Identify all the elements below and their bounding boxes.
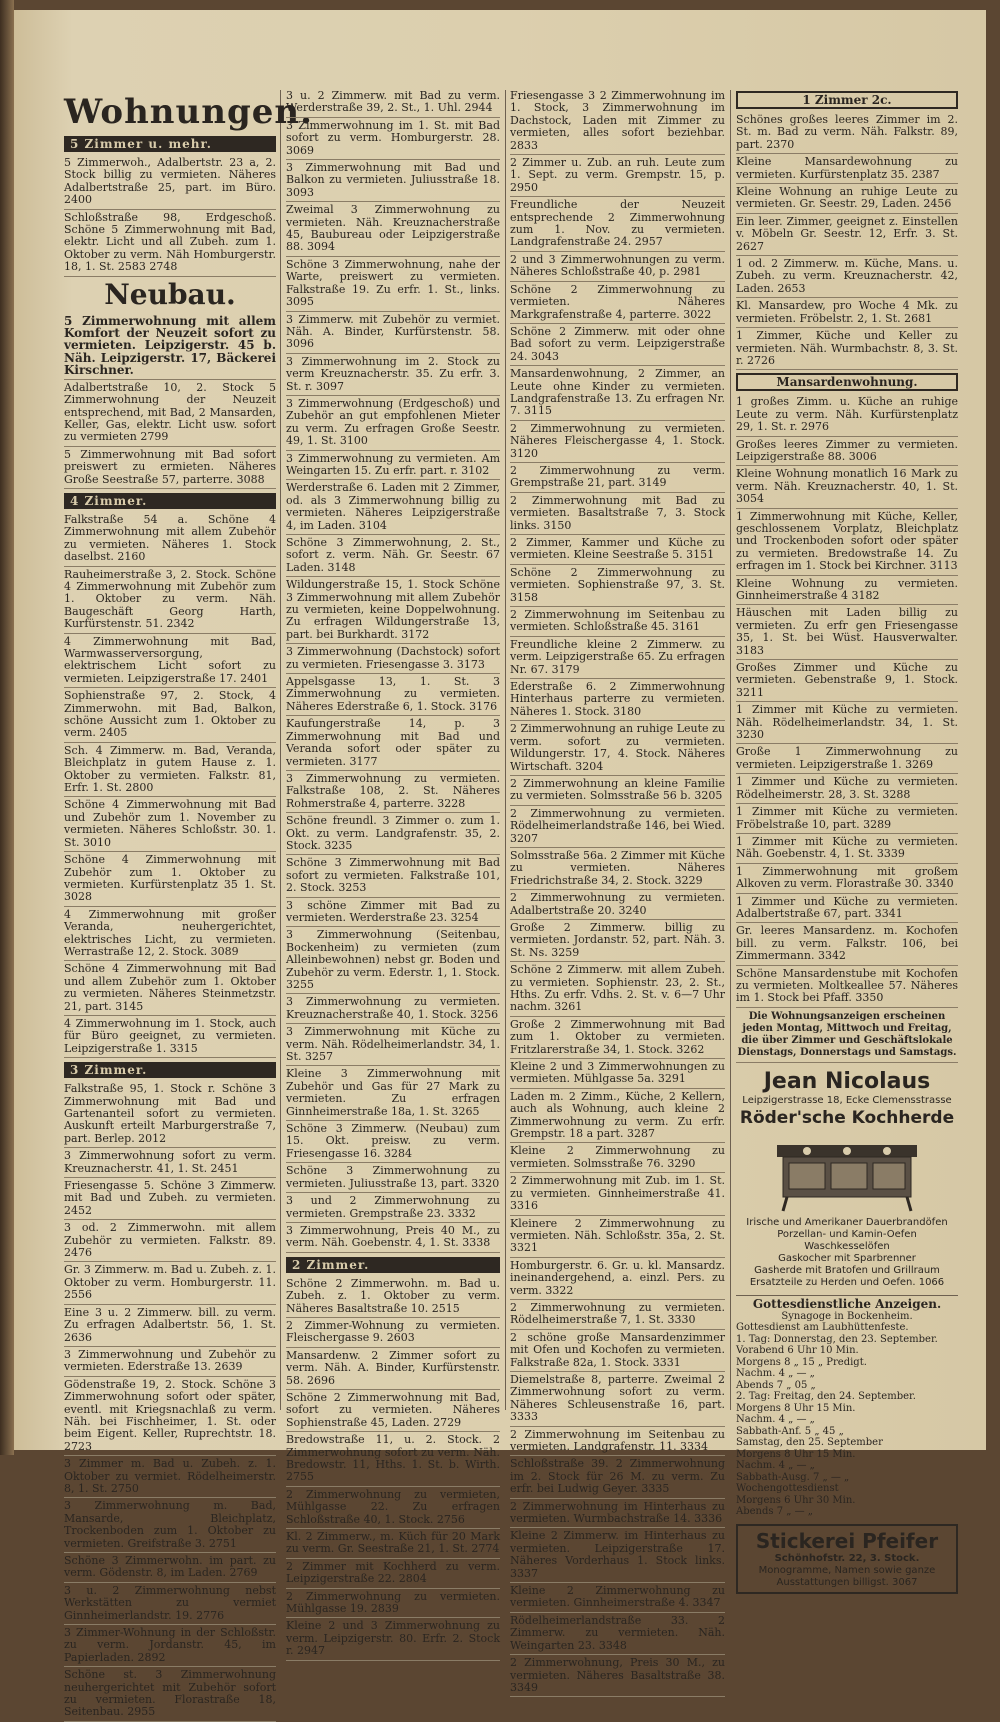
service-line: 2. Tag: Freitag, den 24. September. [736, 1391, 916, 1403]
listing: Schöne 3 Zimmerwohnung mit Bad sofort zu vermieten. Falkstraße 101, 2. Stock. 3253 [286, 855, 500, 897]
column-rule [280, 90, 281, 1410]
listing: Gödenstraße 19, 2. Stock. Schöne 3 Zimmerwohnung sofort oder später, eventl. mit Kriegsnachlaß zu verm. Näh. bei Fischheimer, 1. St. oder beim Eigent. Keller, Ruprechtstr. 18. 2723 [64, 1377, 276, 1456]
neubau-heading: Neubau. [104, 277, 236, 311]
category-header: 3 Zimmer. [64, 1062, 276, 1078]
listing: 2 Zimmerwohnung, Preis 30 M., zu vermieten. Näheres Basaltstraße 38. 3349 [510, 1655, 725, 1697]
listing: 2 Zimmerwohnung zu vermieten, Mühlgasse 22. Zu erfragen Schloßstraße 40, 1. Stock. 2756 [286, 1487, 500, 1529]
ad-address: Leipzigerstrasse 18, Ecke Clemensstrasse [742, 1094, 952, 1106]
ad-line: Ersatzteile zu Herden und Oefen. 1066 [749, 1277, 945, 1289]
ad-company-name: Stickerei Pfeifer [755, 1528, 939, 1553]
listing: 3 Zimmerwohnung mit Küche zu verm. Näh. Rödelheimerlandstr. 34, 1. St. 3257 [286, 1024, 500, 1066]
listing: Ederstraße 6. 2 Zimmerwohnung Hinterhaus parterre zu vermieten. Näheres 1. Stock. 3180 [510, 679, 725, 721]
listing: 4 Zimmerwohnung mit Bad, Warmwasserversorgung, elektrischem Licht sofort zu vermieten. Leipzigerstraße 17. 2401 [64, 634, 276, 689]
listing: Diemelstraße 8, parterre. Zweimal 2 Zimmerwohnung sofort zu verm. Näheres Schleusenstraße 16, part. 3333 [510, 1372, 725, 1427]
listing: Schöne 2 Zimmerw. mit oder ohne Bad sofort zu verm. Leipzigerstraße 24. 3043 [510, 324, 725, 366]
service-line: Morgens 8 „ 15 „ Predigt. [736, 1356, 867, 1368]
listing: Schöne 2 Zimmerwohn. m. Bad u. Zubeh. z. 1. Oktober zu verm. Näheres Basaltstraße 10. 2515 [286, 1276, 500, 1318]
listing: 2 Zimmerwohnung zu vermieten. Adalbertstraße 20. 3240 [510, 890, 725, 920]
listing: Kleine Wohnung zu vermieten. Ginnheimerstraße 4 3182 [736, 576, 958, 606]
listing: 2 Zimmer u. Zub. an ruh. Leute zum 1. Sept. zu verm. Grempstr. 15, p. 2950 [510, 155, 725, 197]
service-line: Sabbath-Anf. 5 „ 45 „ [736, 1425, 844, 1437]
listing: 3 u. 2 Zimmerwohnung nebst Werkstätten zu vermiet Ginnheimerlandstr. 19. 2776 [64, 1583, 276, 1625]
service-subtitle: Synagoge in Bockenheim. [781, 1310, 913, 1322]
listing: Große 2 Zimmerw. billig zu vermieten. Jordanstr. 52, part. Näh. 3. St. Ns. 3259 [510, 920, 725, 962]
listing: 1 od. 2 Zimmerw. m. Küche, Mans. u. Zubeh. zu verm. Kreuznacherstr. 42, Laden. 2653 [736, 256, 958, 298]
listing: Laden m. 2 Zimm., Küche, 2 Kellern, auch als Wohnung, auch kleine 2 Zimmerwohnung zu verm. Zu erfr. Grempstr. 18 a part. 3287 [510, 1089, 725, 1144]
listing: Schöne 3 Zimmerwohnung, 2. St., sofort z. verm. Näh. Gr. Seestr. 67 Laden. 3148 [286, 535, 500, 577]
listing: Bredowstraße 11, u. 2. Stock. 2 Zimmerwohnung sofort zu verm. Näh. Bredowstr. 11, Hths. 1. St. b. Wirth. 2755 [286, 1432, 500, 1487]
listing: 1 Zimmerwohnung mit Küche, Keller, geschlossenem Vorplatz, Bleichplatz und Trockenboden sofort oder später zu vermieten. Bredowstraße 14. Zu erfragen im 1. Stock bei Kirchner. 3113 [736, 509, 958, 576]
listing: 2 Zimmerwohnung mit Zub. im 1. St. zu vermieten. Ginnheimerstraße 41. 3316 [510, 1173, 725, 1215]
listing: 1 Zimmer mit Küche zu vermieten. Näh. Rödelheimerlandstr. 34, 1. St. 3230 [736, 702, 958, 744]
listing: 2 schöne große Mansardenzimmer mit Ofen und Kochofen zu vermieten. Falkstraße 82a, 1. Stock. 3331 [510, 1330, 725, 1372]
listing: Schloßstraße 98, Erdgeschoß. Schöne 5 Zimmerwohnung mit Bad, elektr. Licht und all Zubeh. zum 1. Oktober zu verm. Näh Homburgerstr. 18, 1. St. 2583 2748 [64, 210, 276, 277]
ad-headline: Röder'sche Kochherde [739, 1108, 955, 1129]
listing: Werderstraße 6. Laden mit 2 Zimmer, od. als 3 Zimmerwohnung billig zu vermieten. Näheres Leipzigerstraße 4, im Laden. 3104 [286, 480, 500, 535]
listing: Schöne 3 Zimmerw. (Neubau) zum 15. Okt. preisw. zu verm. Friesengasse 16. 3284 [286, 1121, 500, 1163]
ad-line: Irische und Amerikaner Dauerbrandöfen [746, 1217, 948, 1229]
section-title: Wohnungen. [64, 92, 313, 132]
listing: 2 Zimmerwohnung an ruhige Leute zu verm. sofort zu vermieten. Wildungerstr. 17, 4. Stock. Näheres Wirtschaft. 3204 [510, 721, 725, 776]
service-line: Abends 7 „ 05 „ [736, 1379, 816, 1391]
listing: 3 Zimmerwohnung und Zubehör zu vermieten. Ederstraße 13. 2639 [64, 1347, 276, 1377]
listing: Freundliche kleine 2 Zimmerw. zu verm. Leipzigerstraße 65. Zu erfragen Nr. 67. 3179 [510, 637, 725, 679]
ad-line: Gasherde mit Bratofen und Grillraum [754, 1265, 940, 1277]
service-line: Nachm. 4 „ — „ [736, 1368, 815, 1380]
listing: Kaufungerstraße 14, p. 3 Zimmerwohnung mit Bad und Veranda sofort oder später zu vermieten. 3177 [286, 716, 500, 771]
listing: Schöne st. 3 Zimmerwohnung neuhergerichtet mit Zubehör sofort zu vermieten. Florastraße 18, Seitenbau. 2955 [64, 1667, 276, 1722]
listing: 3 Zimmer m. Bad u. Zubeh. z. 1. Oktober zu vermiet. Rödelheimerstr. 8, 1. St. 2750 [64, 1456, 276, 1498]
publication-note: Die Wohnungsanzeigen erscheinen jeden Montag, Mittwoch und Freitag, die über Zimmer und Geschäftslokale Dienstags, Donnerstags und Samstags. [736, 1008, 958, 1063]
listing: Mansardenwohnung, 2 Zimmer, an Leute ohne Kinder zu vermieten. Landgrafenstraße 13. Zu erfragen Nr. 7. 3115 [510, 366, 725, 421]
listing: 3 Zimmerw. mit Zubehör zu vermiet. Näh. A. Binder, Kurfürstenstr. 58. 3096 [286, 312, 500, 354]
listing: 3 Zimmerwohnung m. Bad, Mansarde, Bleichplatz, Trockenboden zum 1. Oktober zu vermieten. Greifstraße 3. 2751 [64, 1498, 276, 1553]
listing: Großes leeres Zimmer zu vermieten. Leipzigerstraße 88. 3006 [736, 437, 958, 467]
listing: Friesengasse 5. Schöne 3 Zimmerw. mit Bad und Zubeh. zu vermieten. 2452 [64, 1178, 276, 1220]
listing: 3 Zimmerwohnung, Preis 40 M., zu verm. Näh. Goebenstr. 4, 1. St. 3338 [286, 1223, 500, 1253]
listing: 3 Zimmerwohnung mit Bad und Balkon zu vermieten. Juliusstraße 18. 3093 [286, 160, 500, 202]
ad-address: Schönhofstr. 22, 3. Stock. [774, 1552, 920, 1564]
service-line: Nachm. 4 „ — „ [736, 1460, 815, 1472]
listing: 3 u. 2 Zimmerw. mit Bad zu verm. Werderstraße 39, 2. St., 1. Uhl. 2944 [286, 88, 500, 118]
column-1 [64, 88, 313, 1722]
column-2 [286, 88, 500, 1661]
listing: 3 Zimmerwohnung im 1. St. mit Bad sofort zu verm. Homburgerstr. 28. 3069 [286, 118, 500, 160]
listing: 2 Zimmerwohnung mit Bad zu vermieten. Basaltstraße 7, 3. Stock links. 3150 [510, 493, 725, 535]
service-line: Abends 7 „ — „ [736, 1506, 813, 1518]
listing: 3 od. 2 Zimmerwohn. mit allem Zubehör zu vermieten. Falkstr. 89. 2476 [64, 1220, 276, 1262]
listing: Falkstraße 54 a. Schöne 4 Zimmerwohnung mit allem Zubehör zu vermieten. Näheres 1. Stock daselbst. 2160 [64, 512, 276, 567]
listing: Schöne freundl. 3 Zimmer o. zum 1. Okt. zu verm. Landgrafenstr. 35, 2. Stock. 3235 [286, 813, 500, 855]
service-line: Gottesdienst am Laubhüttenfeste. [736, 1322, 909, 1334]
listing: Schöne 3 Zimmerwohnung zu vermieten. Juliusstraße 13, part. 3320 [286, 1163, 500, 1193]
listing: 3 Zimmerwohnung (Seitenbau, Bockenheim) zu vermieten (zum Alleinbewohnen) nebst gr. Boden und Zubehör zu verm. Ederstr. 1, 1. Stock. 3255 [286, 927, 500, 994]
listing: Ein leer. Zimmer, geeignet z. Einstellen v. Möbeln Gr. Seestr. 12, Erfr. 3. St. 2627 [736, 214, 958, 256]
listing: Kleine 2 Zimmerw. im Hinterhaus zu vermieten. Leipzigerstraße 17. Näheres Vorderhaus 1. Stock links. 3337 [510, 1528, 725, 1583]
service-line: Morgens 6 Uhr 30 Min. [736, 1494, 856, 1506]
listing: Kleine 3 Zimmerwohnung mit Zubehör und Gas für 27 Mark zu vermieten. Zu erfragen Ginnheimerstraße 18a, 1. St. 3265 [286, 1066, 500, 1121]
service-line: Vorabend 6 Uhr 10 Min. [736, 1345, 859, 1357]
listing: 5 Zimmerwoh., Adalbertstr. 23 a, 2. Stock billig zu vermieten. Näheres Adalbertstraße 25, part. im Büro. 2400 [64, 155, 276, 210]
listing: Kleine Mansardewohnung zu vermieten. Kurfürstenplatz 35. 2387 [736, 154, 958, 184]
listing: 3 schöne Zimmer mit Bad zu vermieten. Werderstraße 23. 3254 [286, 898, 500, 928]
listing: Adalbertstraße 10, 2. Stock 5 Zimmerwohnung der Neuzeit entsprechend, mit Bad, 2 Mansarden, Keller, Gas, elektr. Licht usw. sofort zu vermieten 2799 [64, 380, 276, 447]
listing: 2 Zimmerwohnung zu vermieten. Mühlgasse 19. 2839 [286, 1589, 500, 1619]
listing: Schöne 2 Zimmerwohnung zu vermieten. Näheres Markgrafenstraße 4, parterre. 3022 [510, 282, 725, 324]
category-header: 1 Zimmer 2c. [736, 91, 958, 109]
listing: 2 Zimmerwohnung zu vermieten. Rödelheimerlandstraße 146, bei Wied. 3207 [510, 806, 725, 848]
listing: 5 Zimmerwohnung mit Bad sofort preiswert zu ermieten. Näheres Große Seestraße 57, parterre. 3088 [64, 447, 276, 489]
listing: Mansardenw. 2 Zimmer sofort zu verm. Näh. A. Binder, Kurfürstenstr. 58. 2696 [286, 1348, 500, 1390]
listing: Kleine Wohnung monatlich 16 Mark zu verm. Näh. Kreuznacherstr. 40, 1. St. 3054 [736, 466, 958, 508]
ad-line: Waschkesselöfen [804, 1241, 890, 1253]
listing: Schönes großes leeres Zimmer im 2. St. m. Bad zu verm. Näh. Falkstr. 89, part. 2370 [736, 112, 958, 154]
listing: 1 Zimmerwohnung mit großem Alkoven zu verm. Florastraße 30. 3340 [736, 864, 958, 894]
listing: 2 Zimmerwohnung im Seitenbau zu vermieten. Schloßstraße 45. 3161 [510, 607, 725, 637]
listing: 2 Zimmer-Wohnung zu vermieten. Fleischergasse 9. 2603 [286, 1318, 500, 1348]
listing: Häuschen mit Laden billig zu vermieten. Zu erfr gen Friesengasse 35, 1. St. bei Wüst. Hausverwalter. 3183 [736, 605, 958, 660]
listing: 3 Zimmerwohnung zu vermieten. Falkstraße 108, 2. St. Näheres Rohmerstraße 4, parterre. 3228 [286, 771, 500, 813]
listing: Kl. Mansardew, pro Woche 4 Mk. zu vermieten. Fröbelstr. 2, 1. St. 2681 [736, 298, 958, 328]
listing: Sch. 4 Zimmerw. m. Bad, Veranda, Bleichplatz in gutem Hause z. 1. Oktober zu vermieten. Falkstr. 81, Erfr. 1. St. 2800 [64, 743, 276, 798]
service-title: Gottesdienstliche Anzeigen. [752, 1297, 942, 1312]
listing: Schöne 4 Zimmerwohnung mit Bad und Zubehör zum 1. November zu vermieten. Näheres Schloßstr. 30. 1. St. 3010 [64, 797, 276, 852]
listing: Sophienstraße 97, 2. Stock, 4 Zimmerwohn. mit Bad, Balkon, schöne Aussicht zum 1. Oktober zu verm. 2405 [64, 688, 276, 743]
listing: 3 Zimmer-Wohnung in der Schloßstr. zu verm. Jordanstr. 45, im Papierladen. 2892 [64, 1625, 276, 1667]
listing: Schöne 4 Zimmerwohnung mit Bad und allem Zubehör zum 1. Oktober zu vermieten. Näheres Steinmetzstr. 21, part. 3145 [64, 961, 276, 1016]
service-times [736, 1295, 958, 1518]
listing: Rödelheimerlandstraße 33. 2 Zimmerw. zu vermieten. Näh. Weingarten 23. 3348 [510, 1613, 725, 1655]
stove-advertisement [736, 1069, 958, 1289]
listing: 1 Zimmer mit Küche zu vermieten. Näh. Goebenstr. 4, 1. St. 3339 [736, 834, 958, 864]
ad-line: Monogramme, Namen sowie ganze Ausstattungen billigst. 3067 [758, 1564, 936, 1588]
listing: 3 und 2 Zimmerwohnung zu vermieten. Grempstraße 23. 3332 [286, 1193, 500, 1223]
listing: Appelsgasse 13, 1. St. 3 Zimmerwohnung zu vermieten. Näheres Ederstraße 6, 1. Stock. 3176 [286, 674, 500, 716]
category-header: Mansardenwohnung. [736, 373, 958, 391]
listing: Friesengasse 3 2 Zimmerwohnung im 1. Stock, 3 Zimmerwohnung im Dachstock, Laden mit Zimmer zu vermieten, alles sofort beziehbar. 2833 [510, 88, 725, 155]
ad-line: Porzellan- und Kamin-Oefen [777, 1229, 917, 1241]
listing: Kleine 2 Zimmerwohnung zu vermieten. Solmsstraße 76. 3290 [510, 1143, 725, 1173]
listing: Kleinere 2 Zimmerwohnung zu vermieten. Näh. Schloßstr. 35a, 2. St. 3321 [510, 1216, 725, 1258]
listing: 2 Zimmerwohnung im Seitenbau zu vermieten. Landgrafenstr. 11. 3334 [510, 1427, 725, 1457]
listing: Kleine Wohnung an ruhige Leute zu vermieten. Gr. Seestr. 29, Laden. 2456 [736, 184, 958, 214]
listing: Schloßstraße 39. 2 Zimmerwohnung im 2. Stock für 26 M. zu verm. Zu erfr. bei Ludwig Geyer. 3335 [510, 1456, 725, 1498]
listing: 3 Zimmerwohnung zu vermieten. Kreuznacherstraße 40, 1. Stock. 3256 [286, 994, 500, 1024]
service-line: Nachm. 4 „ — „ [736, 1414, 815, 1426]
listing: 3 Zimmerwohnung sofort zu verm. Kreuznacherstr. 41, 1. St. 2451 [64, 1148, 276, 1178]
listing: 1 Zimmer und Küche zu vermieten. Rödelheimerstr. 28, 3. St. 3288 [736, 774, 958, 804]
listing: 3 Zimmerwohnung (Dachstock) sofort zu vermieten. Friesengasse 3. 3173 [286, 644, 500, 674]
listing: Schöne 4 Zimmerwohnung mit Zubehör zum 1. Oktober zu vermieten. Kurfürstenplatz 35 1. St. 3028 [64, 852, 276, 907]
listing: 3 Zimmerwohnung (Erdgeschoß) und Zubehör an gut empfohlenen Mieter zu verm. Zu erfragen Große Seestr. 49, 1. St. 3100 [286, 396, 500, 451]
listing: Eine 3 u. 2 Zimmerw. bill. zu verm. Zu erfragen Adalbertstr. 56, 1. St. 2636 [64, 1305, 276, 1347]
column-4 [736, 88, 958, 1594]
service-line: Wochengottesdienst [736, 1483, 839, 1495]
listing: 2 Zimmerwohnung an kleine Familie zu vermieten. Solmsstraße 56 b. 3205 [510, 776, 725, 806]
column-3 [510, 88, 725, 1697]
listing: Kleine 2 Zimmerwohnung zu vermieten. Ginnheimerstraße 4. 3347 [510, 1583, 725, 1613]
listing: 3 Zimmerwohnung im 2. Stock zu verm Kreuznacherstr. 35. Zu erfr. 3. St. r. 3097 [286, 354, 500, 396]
category-header: 5 Zimmer u. mehr. [64, 136, 276, 152]
page-binding-edge [0, 0, 14, 1455]
column-rule [730, 90, 731, 1410]
listing: Schöne 3 Zimmerwohn. im part. zu verm. Gödenstr. 8, im Laden. 2769 [64, 1553, 276, 1583]
listing: Kl. 2 Zimmerw., m. Küch für 20 Mark zu verm. Gr. Seestraße 21, 1. St. 2774 [286, 1529, 500, 1559]
listing: 2 Zimmerwohnung zu vermieten. Näheres Fleischergasse 4, 1. Stock. 3120 [510, 421, 725, 463]
embroidery-advertisement [736, 1524, 958, 1594]
service-line: Samstag, den 25. September [736, 1437, 883, 1449]
listing: 1 Zimmer und Küche zu vermieten. Adalbertstraße 67, part. 3341 [736, 894, 958, 924]
listing: 1 Zimmer mit Küche zu vermieten. Fröbelstraße 10, part. 3289 [736, 804, 958, 834]
service-line: Morgens 8 Uhr 15 Min. [736, 1448, 856, 1460]
listing: Rauheimerstraße 3, 2. Stock. Schöne 4 Zimmerwohnung mit Zubehör zum 1. Oktober zu verm. Näh. Baugeschäft Georg Harth, Kurfürstenstr. 51. 2342 [64, 567, 276, 634]
ad-line: Gaskocher mit Sparbrenner [778, 1253, 916, 1265]
listing: Schöne 2 Zimmerwohnung zu vermieten. Sophienstraße 97, 3. St. 3158 [510, 565, 725, 607]
listing: 2 Zimmerwohnung zu verm. Grempstraße 21, part. 3149 [510, 463, 725, 493]
listing: 3 Zimmerwohnung zu vermieten. Am Weingarten 15. Zu erfr. part. r. 3102 [286, 451, 500, 481]
listing: 1 Zimmer, Küche und Keller zu vermieten. Näh. Wurmbachstr. 8, 3. St. r. 2726 [736, 328, 958, 370]
listing: Große 1 Zimmerwohnung zu vermieten. Leipzigerstraße 1. 3269 [736, 744, 958, 774]
listing: 5 Zimmerwohnung mit allem Komfort der Neuzeit sofort zu vermieten. Leipzigerstr. 45 b. Näh. Leipzigerstr. 17, Bäckerei Kirschner. [64, 313, 276, 380]
listing: Schöne 2 Zimmerw. mit allem Zubeh. zu vermieten. Sophienstr. 23, 2. St., Hths. Zu erfr. Vdhs. 2. St. v. 6—7 Uhr nachm. 3261 [510, 962, 725, 1017]
service-line: Morgens 8 Uhr 15 Min. [736, 1402, 856, 1414]
listing: 1 großes Zimm. u. Küche an ruhige Leute zu verm. Näh. Kurfürstenplatz 29, 1. St. r. 2976 [736, 394, 958, 436]
listing: 2 Zimmerwohnung im Hinterhaus zu vermieten. Wurmbachstraße 14. 3336 [510, 1499, 725, 1529]
listing: Wildungerstraße 15, 1. Stock Schöne 3 Zimmerwohnung mit allem Zubehör zu vermieten, keine Doppelwohnung. Zu erfragen Wildungerstraße 13, part. bei Burkhardt. 3172 [286, 577, 500, 644]
listing: Gr. 3 Zimmerw. m. Bad u. Zubeh. z. 1. Oktober zu verm. Homburgerstr. 11. 2556 [64, 1262, 276, 1304]
listing: 2 Zimmer, Kammer und Küche zu vermieten. Kleine Seestraße 5. 3151 [510, 535, 725, 565]
listing: Kleine 2 und 3 Zimmerwohnungen zu vermieten. Mühlgasse 5a. 3291 [510, 1059, 725, 1089]
service-line: Sabbath-Ausg. 7 „ — „ [736, 1471, 850, 1483]
listing: 2 und 3 Zimmerwohnungen zu verm. Näheres Schloßstraße 40, p. 2981 [510, 252, 725, 282]
category-header: 4 Zimmer. [64, 493, 276, 509]
listing: Homburgerstr. 6. Gr. u. kl. Mansardz. ineinandergehend, a. einzl. Pers. zu verm. 3322 [510, 1258, 725, 1300]
listing: Schöne Mansardenstube mit Kochofen zu vermieten. Moltkeallee 57. Näheres im 1. Stock bei Pfaff. 3350 [736, 966, 958, 1008]
listing: Gr. leeres Mansardenz. m. Kochofen bill. zu verm. Falkstr. 106, bei Zimmermann. 3342 [736, 923, 958, 965]
listing: 2 Zimmerwohnung zu vermieten. Rödelheimerstraße 7, 1. St. 3330 [510, 1300, 725, 1330]
listing: 4 Zimmerwohnung im 1. Stock, auch für Büro geeignet, zu vermieten. Leipzigerstraße 1. 3315 [64, 1016, 276, 1058]
listing: Solmsstraße 56a. 2 Zimmer mit Küche zu vermieten. Näheres Friedrichstraße 34, 2. Stock. 3229 [510, 848, 725, 890]
listing: Schöne 2 Zimmerwohnung mit Bad, sofort zu vermieten. Näheres Sophienstraße 45, Laden. 2729 [286, 1390, 500, 1432]
ad-company-name: Jean Nicolaus [763, 1068, 931, 1094]
listing: 4 Zimmerwohnung mit großer Veranda, neuhergerichtet, elektrisches Licht, zu vermieten. Werrastraße 12, 2. Stock. 3089 [64, 907, 276, 962]
listing: Falkstraße 95, 1. Stock r. Schöne 3 Zimmerwohnung mit Bad und Gartenanteil sofort zu vermieten. Auskunft erteilt Marburgerstraße 7, part. Berlep. 2012 [64, 1081, 276, 1148]
service-line: 1. Tag: Donnerstag, den 23. September. [736, 1333, 938, 1345]
listing: Große 2 Zimmerwohnung mit Bad zum 1. Oktober zu vermieten. Fritzlarerstraße 34, 1. Stock. 3262 [510, 1017, 725, 1059]
listing: Großes Zimmer und Küche zu vermieten. Gebenstraße 9, 1. Stock. 3211 [736, 660, 958, 702]
listing: Zweimal 3 Zimmerwohnung zu vermieten. Näh. Kreuznacherstraße 45, Baubureau oder Leipzigerstraße 88. 3094 [286, 202, 500, 257]
column-rule [505, 90, 506, 1410]
category-header: 2 Zimmer. [286, 1257, 500, 1273]
listing: 2 Zimmer mit Kochherd zu verm. Leipzigerstraße 22. 2804 [286, 1559, 500, 1589]
listing: Schöne 3 Zimmerwohnung, nahe der Warte, preiswert zu vermieten. Falkstraße 19. Zu erfr. 1. St., links. 3095 [286, 257, 500, 312]
stove-illustration [767, 1133, 927, 1213]
listing: Freundliche der Neuzeit entsprechende 2 Zimmerwohnung zum 1. Nov. zu vermieten. Landgrafenstraße 24. 2957 [510, 197, 725, 252]
listing: Kleine 2 und 3 Zimmerwohnung zu verm. Leipzigerstr. 80. Erfr. 2. Stock r. 2947 [286, 1618, 500, 1660]
